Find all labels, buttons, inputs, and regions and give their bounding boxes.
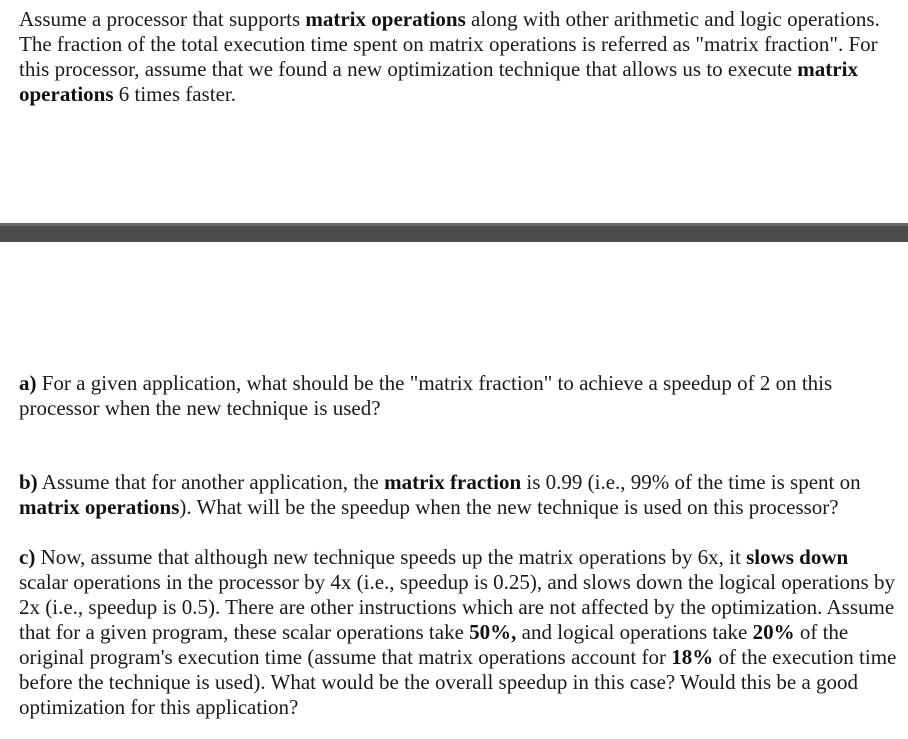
section-divider [0,223,908,242]
question-b-bold-2: matrix operations [19,495,180,519]
intro-bold-1: matrix operations [305,7,466,31]
question-c [19,545,899,720]
intro-text-3: 6 times faster. [113,82,236,106]
intro-text-1: Assume a processor that supports [19,7,306,31]
question-c-bold-3: 20% [752,620,795,644]
question-c-bold-1: slows down [746,545,849,569]
question-a-label: a) [19,371,37,395]
question-a-text: For a given application, what should be the "matrix fraction" to achieve a speedup of 2 on this processor when the new technique is used? [19,371,833,420]
question-c-text-5: of the execution time before the technique is used). What would be the overall speedup in this case? Would this be a good optimization for this application? [19,645,897,719]
question-a [19,371,899,421]
question-b-bold-1: matrix fraction [384,470,522,494]
intro-paragraph [19,7,899,107]
question-b-text-2: is 0.99 (i.e., 99% of the time is spent on [521,470,861,494]
intro-text-2: along with other arithmetic and logic operations. The fraction of the total execution time spent on matrix operations is referred as "matrix fraction". For this processor, assume that we found a new optimization technique that allows us to execute [19,7,880,81]
intro-bold-2: matrix operations [19,57,858,106]
question-c-text-3: and logical operations take [516,620,753,644]
question-c-text-2: scalar operations in the processor by 4x (i.e., speedup is 0.25), and slows down the logical operations by 2x (i.e., speedup is 0.5). There are other instructions which are not affected by the optimization. Assume that for a given program, these scalar operations take [19,570,895,644]
question-c-text-4: of the original program's execution time (assume that matrix operations account for [19,620,849,669]
question-c-bold-2: 50%, [469,620,517,644]
question-c-text-1: Now, assume that although new technique speeds up the matrix operations by 6x, it [35,545,747,569]
question-b-label: b) [19,470,38,494]
question-b-text-1: Assume that for another application, the [37,470,385,494]
question-c-label: c) [19,545,36,569]
question-b-text-3: ). What will be the speedup when the new technique is used on this processor? [179,495,839,519]
question-b [19,470,899,520]
question-c-bold-4: 18% [671,645,714,669]
